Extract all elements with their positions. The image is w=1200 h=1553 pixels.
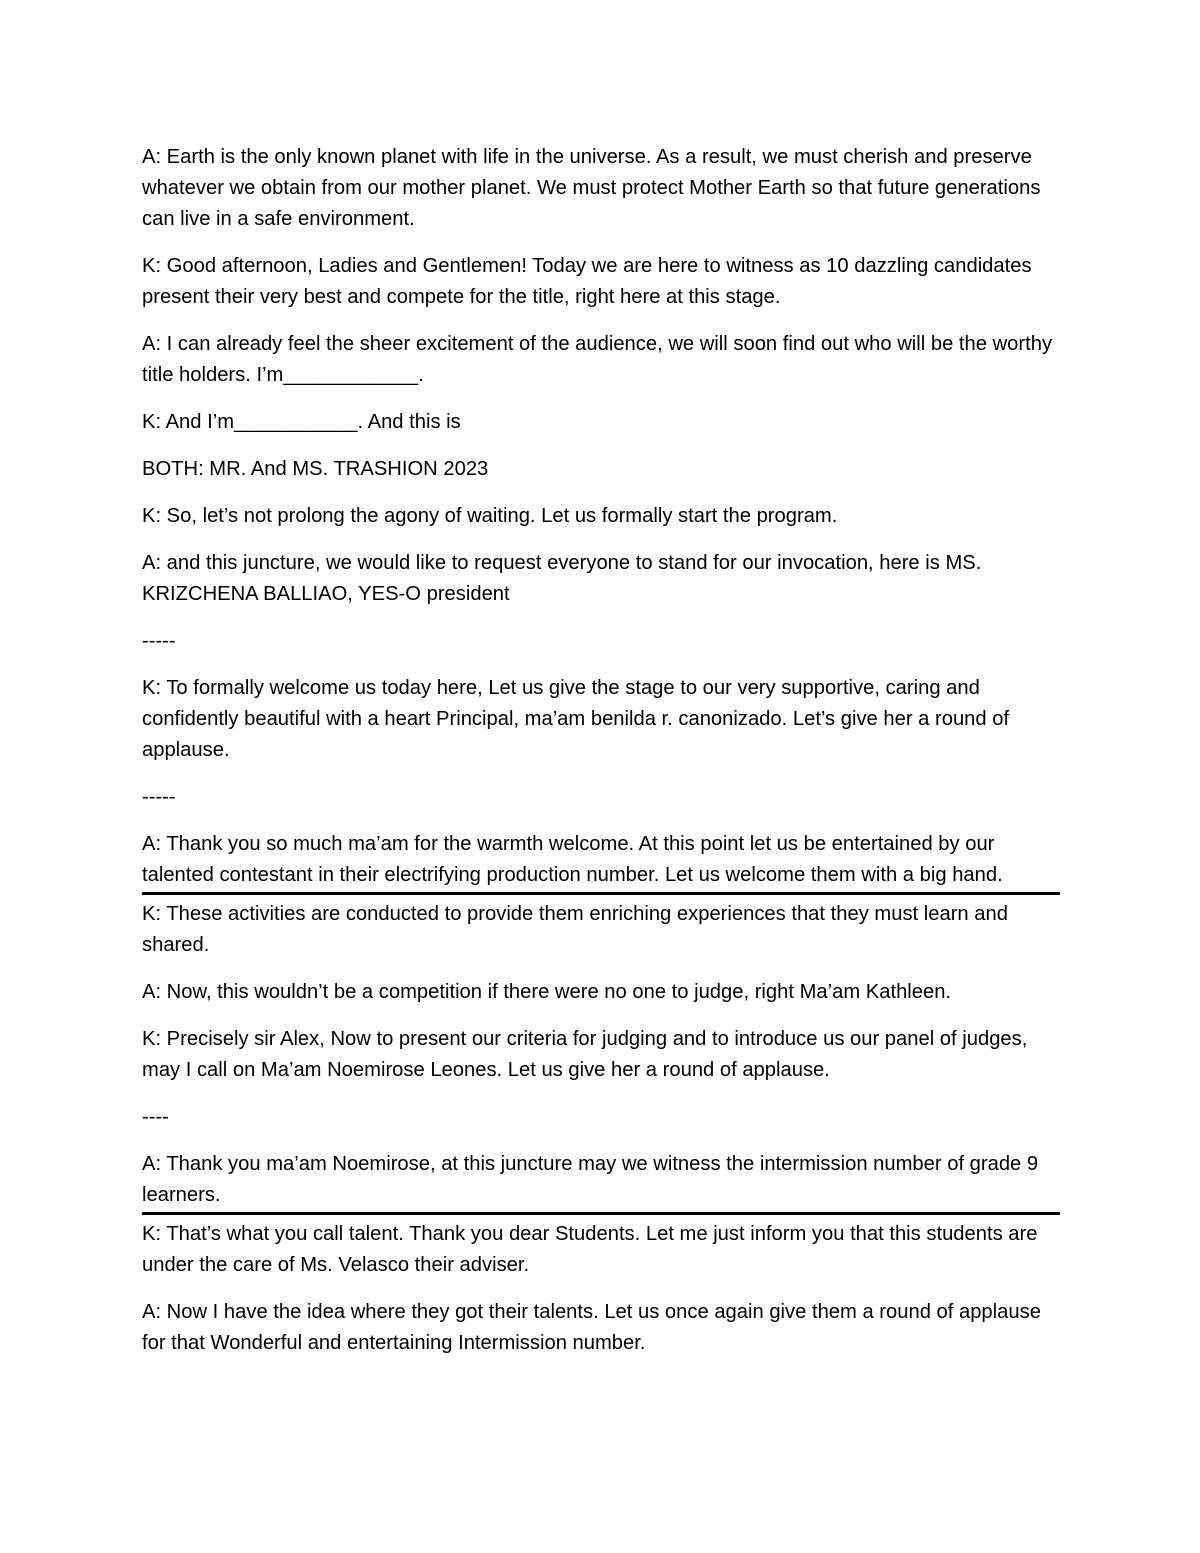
paragraph: A: Earth is the only known planet with life in the universe. As a result, we must cherish and preserve whatever we obtain from our mother planet. We must protect Mother Earth so that future generations can live in a safe environment. (142, 146, 1041, 230)
separator-text: ----- (142, 630, 176, 652)
separator-text: ---- (142, 1106, 169, 1128)
paragraph: K: Precisely sir Alex, Now to present our criteria for judging and to introduce us our panel of judges, may I call on Ma’am Noemirose Leones. Let us give her a round of applause. (142, 1028, 1028, 1081)
paragraph: BOTH: MR. And MS. TRASHION 2023 (142, 458, 489, 480)
paragraph: A: Now, this wouldn’t be a competition if there were no one to judge, right Ma’am Kathleen. (142, 981, 952, 1003)
paragraph: K: To formally welcome us today here, Let us give the stage to our very supportive, caring and confidently beautiful with a heart Principal, ma’am benilda r. canonizado. Let’s give her a round of applause. (142, 677, 1010, 761)
horizontal-rule (142, 1212, 1060, 1215)
paragraph: A: Thank you ma’am Noemirose, at this juncture may we witness the intermission number of grade 9 learners. (142, 1153, 1039, 1206)
document-body (142, 142, 1060, 1375)
paragraph: A: Thank you so much ma’am for the warmth welcome. At this point let us be entertained by our talented contestant in their electrifying production number. Let us welcome them with a big hand. (142, 833, 1003, 886)
paragraph: K: And I’m___________. And this is (142, 411, 461, 433)
paragraph: A: I can already feel the sheer excitement of the audience, we will soon find out who will be the worthy title holders. I’m____________. (142, 333, 1053, 386)
paragraph: K: That’s what you call talent. Thank you dear Students. Let me just inform you that this students are under the care of Ms. Velasco their adviser. (142, 1223, 1038, 1276)
separator-text: ----- (142, 786, 176, 808)
paragraph: A: Now I have the idea where they got their talents. Let us once again give them a round of applause for that Wonderful and entertaining Intermission number. (142, 1301, 1041, 1354)
paragraph: K: Good afternoon, Ladies and Gentlemen! Today we are here to witness as 10 dazzling candidates present their very best and compete for the title, right here at this stage. (142, 255, 1032, 308)
paragraph: A: and this juncture, we would like to request everyone to stand for our invocation, here is MS. KRIZCHENA BALLIAO, YES-O president (142, 552, 982, 605)
horizontal-rule (142, 892, 1060, 895)
paragraph: K: These activities are conducted to provide them enriching experiences that they must learn and shared. (142, 903, 1008, 956)
paragraph: K: So, let’s not prolong the agony of waiting. Let us formally start the program. (142, 505, 838, 527)
